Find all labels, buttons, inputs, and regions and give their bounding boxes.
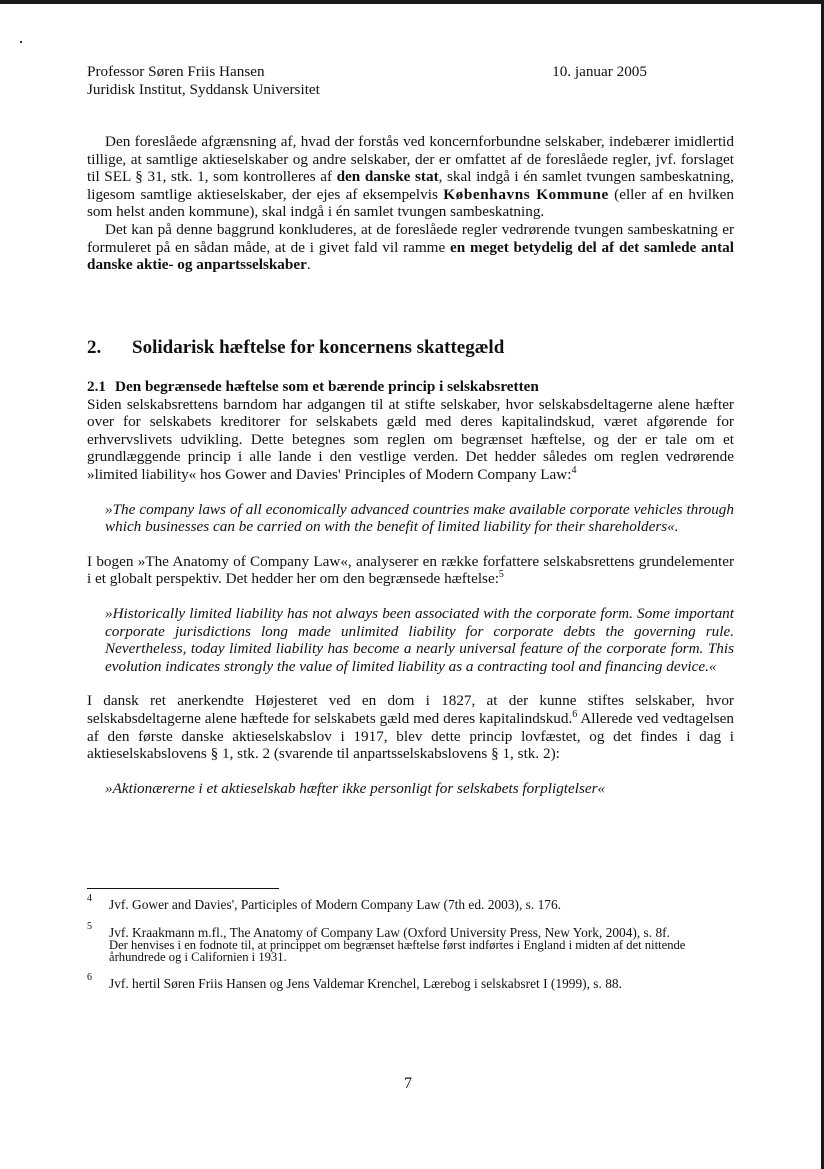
text-run: Siden selskabsrettens barndom har adgangen til at stifte selskaber, hvor selskabsdeltagerne alene hæfter over for selskabets kreditorer for selskabets gæld med deres kapitalindskud, været afgørende for erhvervslivets udvikling. Dette betegnes som reglen om begrænset hæftelse, og der er tale om et grundlæggende princip i alle lande i den vestlige verden. Det hedder således om reglen vedrørende »limited liability« hos Gower and Davies' Principles of Modern Company Law: (87, 395, 734, 483)
body-paragraph-3 (87, 692, 734, 762)
scan-border-top (0, 0, 824, 4)
text-run: Allerede ved vedtagelsen af den første danske aktieselskabslov i 1917, blev dette princip lovfæstet, og det findes i dag i aktieselskabslovens § 1, stk. 2 (svarende til anpartsselskabslovens § 1, stk. 2): (87, 709, 735, 763)
body-paragraph-1 (87, 396, 734, 484)
page-number: 7 (404, 1075, 412, 1092)
bold-text: en meget betydelig del af det samlede antal danske aktie- og anpartsselskaber (87, 238, 734, 274)
footnotes (87, 893, 734, 1004)
subsection-title: Den begrænsede hæftelse som et bærende princip i selskabsretten (115, 378, 539, 395)
text-run: I dansk ret anerkendte Højesteret ved en dom i 1827, at der kunne stiftes selskaber, hvor selskabsdeltagerne alene hæftede for selskabets gæld med deres kapitalindskud. (87, 692, 734, 727)
block-quote-1: »The company laws of all economically advanced countries make available corporate vehicles through which businesses can be carried on with the benefit of limited liability for their shareholders«. (105, 500, 734, 536)
page-header (87, 63, 734, 98)
bold-text: Københavns Kommune (443, 185, 609, 203)
body-paragraph-2 (87, 553, 734, 588)
footnote-separator (87, 888, 279, 889)
header-author: Professor Søren Friis Hansen (87, 63, 265, 80)
section-heading-2 (87, 339, 504, 357)
footnote-5 (87, 921, 734, 964)
footnote-ref: 6 (572, 708, 578, 720)
footnote-text: Jvf. Gower and Davies', Participles of Modern Company Law (7th ed. 2003), s. 176. (109, 897, 562, 912)
footnote-text: Jvf. hertil Søren Friis Hansen og Jens Valdemar Krenchel, Lærebog i selskabsret I (1999), s. 88. (109, 976, 622, 991)
text-run: I bogen »The Anatomy of Company Law«, analyserer en række forfattere selskabsrettens grundelementer i et globalt perspektiv. Det hedder her om den begrænsede hæftelse: (87, 552, 734, 588)
scan-speck (20, 41, 22, 43)
subsection-number: 2.1 (87, 378, 106, 395)
header-date: 10. januar 2005 (552, 63, 647, 80)
bold-text: den danske stat (336, 168, 439, 186)
subsection-heading (87, 378, 734, 396)
block-quote-3: »Aktionærerne i et aktieselskab hæfter ikke personligt for selskabets forpligtelser« (105, 779, 606, 797)
header-institution: Juridisk Institut, Syddansk Universitet (87, 80, 320, 98)
footnote-ref: 4 (571, 464, 577, 476)
text-run: , skal indgå i én samlet tvungen sambeskatning, ligesom samtlige aktieselskaber, der ejes af eksempelvis (87, 168, 734, 203)
footnote-ref: 5 (498, 569, 504, 581)
intro-paragraph-2 (87, 221, 734, 274)
footnote-number: 6 (87, 972, 92, 983)
footnote-note: Der henvises i en fodnote til, at princippet om begrænset hæftelse først indførtes i England i midten af det nittende århundrede og i Californien i 1931. (109, 938, 686, 964)
footnote-text: Jvf. Kraakmann m.fl., The Anatomy of Company Law (Oxford University Press, New York, 2004), s. 8f. (109, 925, 670, 940)
footnote-number: 4 (87, 893, 92, 904)
section-2-1 (87, 378, 734, 797)
text-run: . (306, 256, 311, 274)
footnote-6 (87, 972, 734, 991)
text-run: Den foreslåede afgrænsning af, hvad der forstås ved koncernforbundne selskaber, indebærer imidlertid tillige, at samtlige aktieselskaber og andre selskaber, der er omfattet af de foreslåede regler, jvf. forslaget til SEL § 31, stk. 1, som kontrolleres af (87, 133, 734, 186)
footnote-4 (87, 893, 734, 912)
intro-section (87, 133, 734, 274)
block-quote-2: »Historically limited liability has not always been associated with the corporate form. Some important corporate jurisdictions long made unlimited liability for corporate debts the governing rule. Nevertheless, today limited liability has become a nearly universal feature of the corporate form. This evolution indicates strongly the value of limited liability as a contracting tool and financing device.« (105, 604, 734, 675)
intro-paragraph-1 (87, 133, 734, 221)
section-title: Solidarisk hæftelse for koncernens skattegæld (132, 337, 505, 358)
text-run: (eller af en hvilken som helst anden kommune), skal indgå i én samlet tvungen sambeskatning. (87, 185, 734, 221)
text-run: Det kan på denne baggrund konkluderes, at de foreslåede regler vedrørende tvungen sambeskatning er formuleret på en sådan måde, at de i givet fald vil ramme (87, 220, 734, 256)
footnote-number: 5 (87, 921, 92, 932)
section-number: 2. (87, 337, 102, 358)
